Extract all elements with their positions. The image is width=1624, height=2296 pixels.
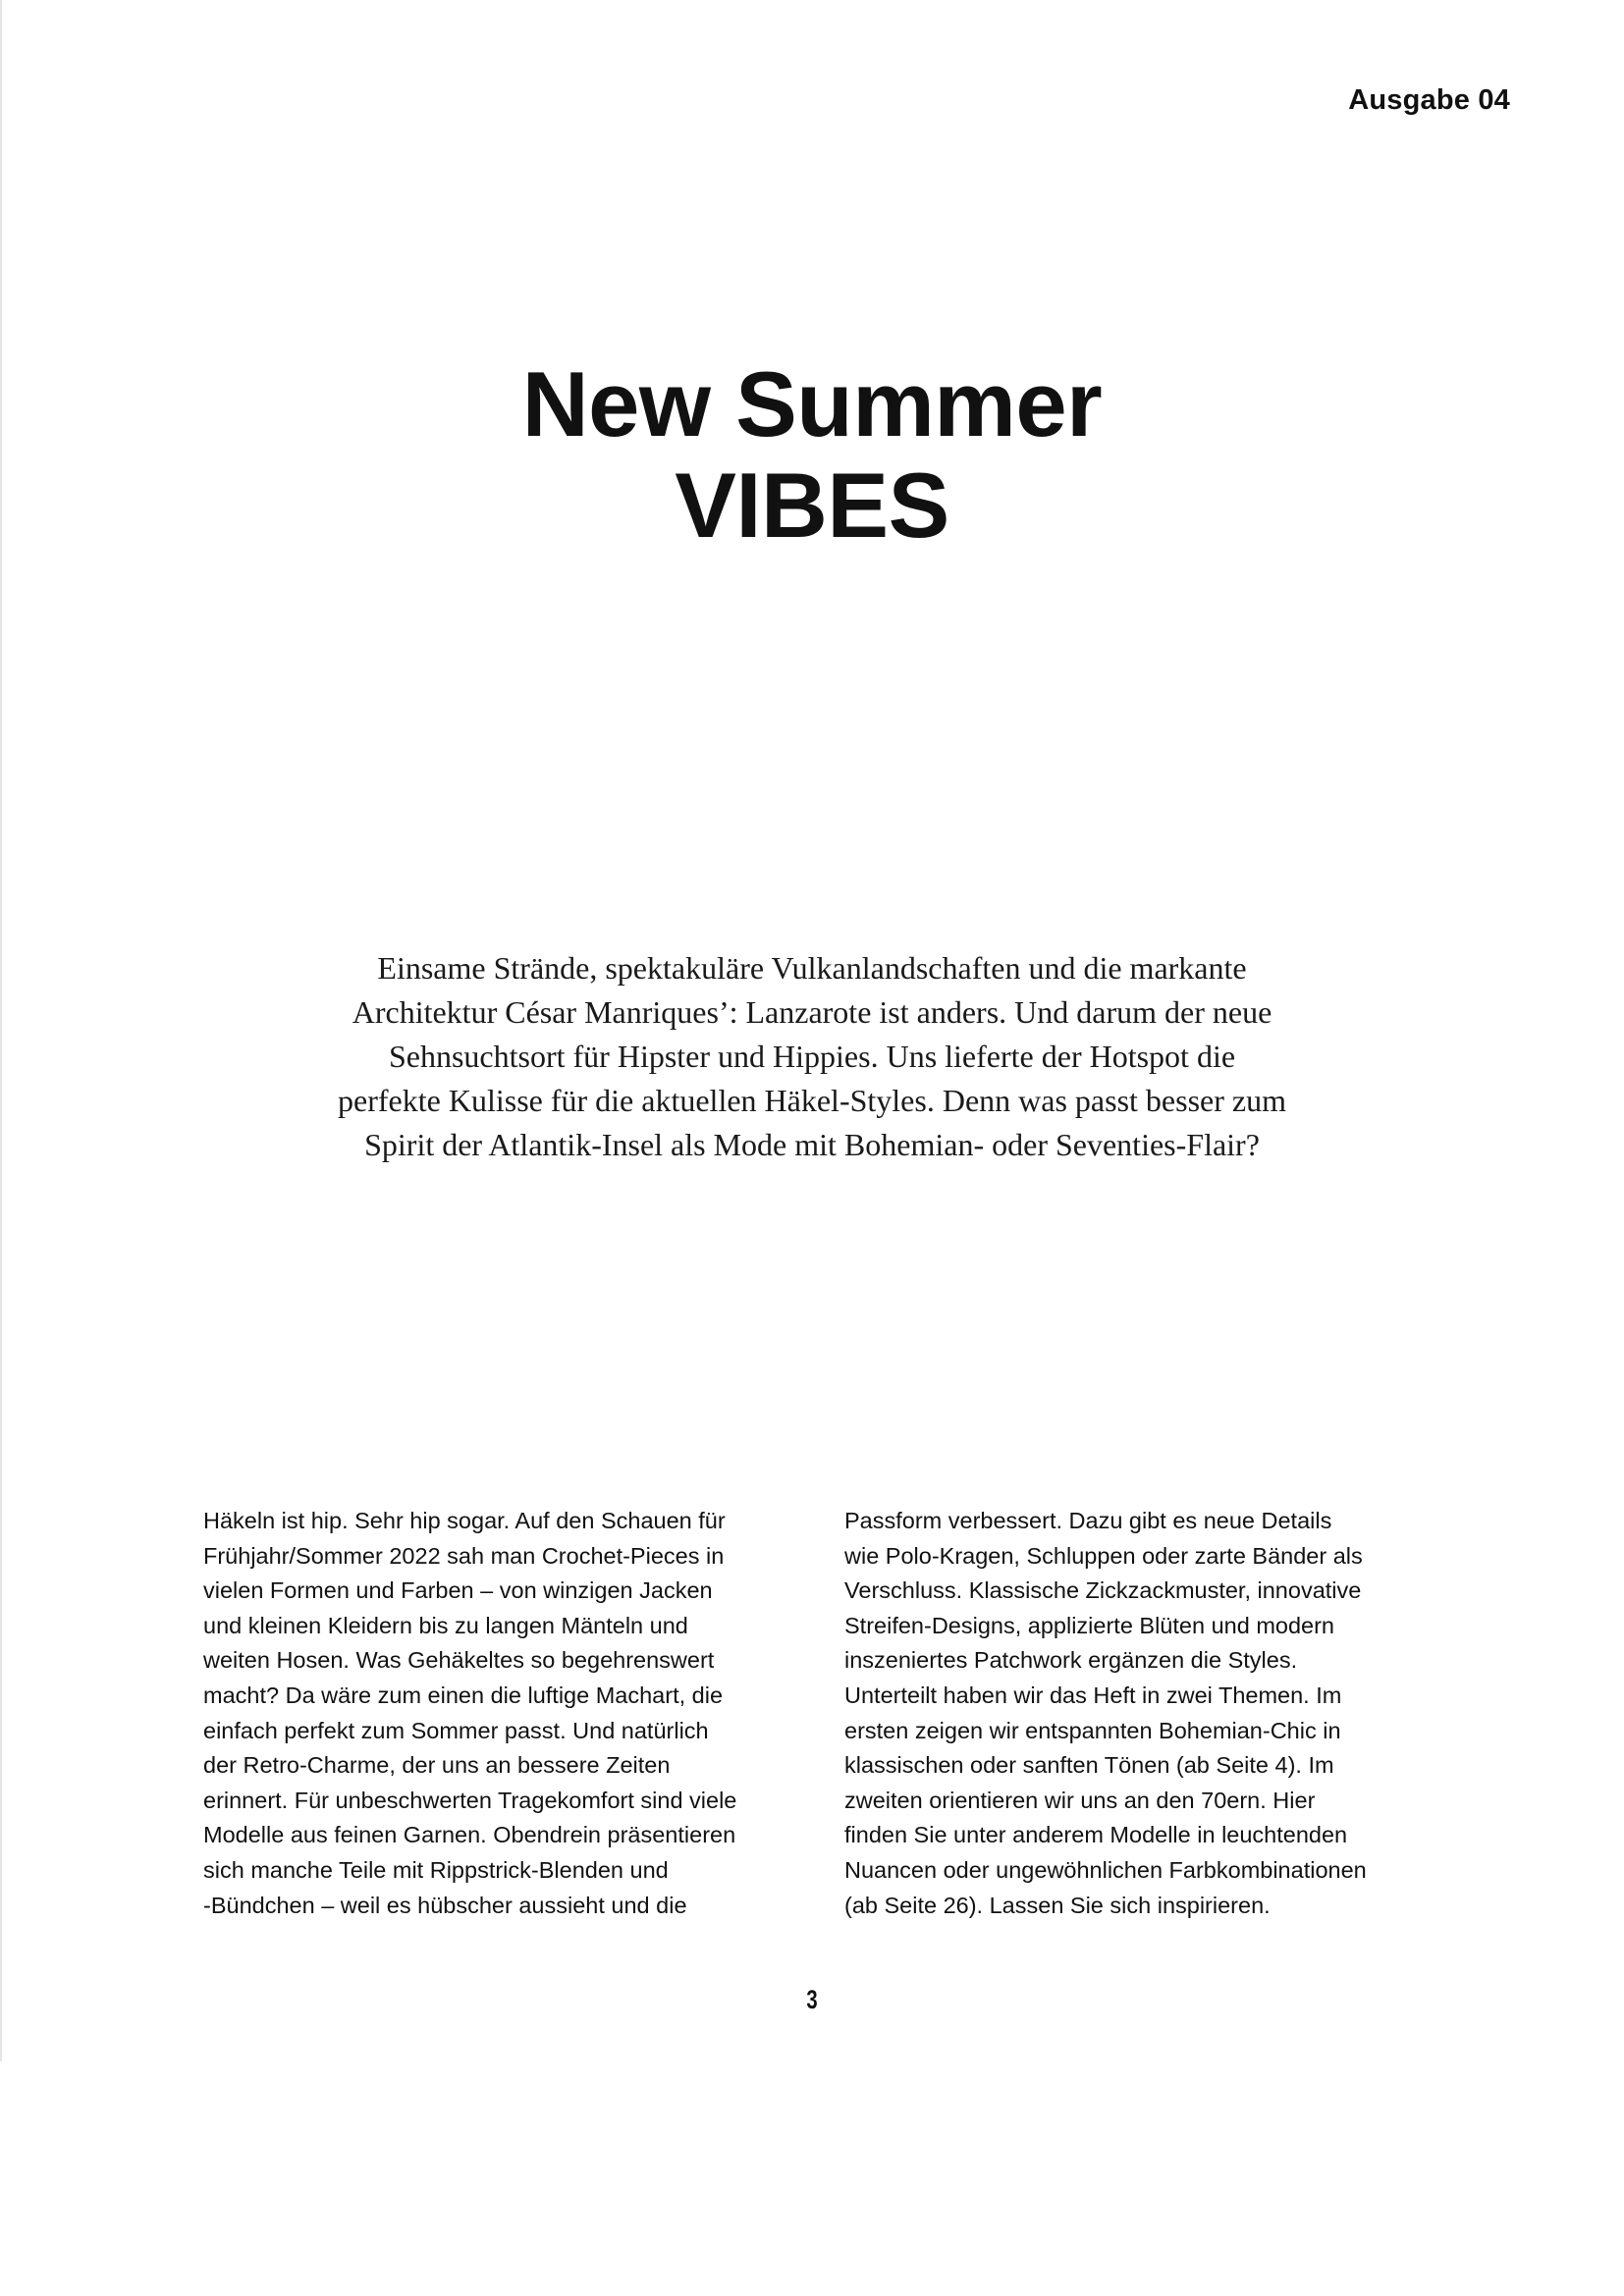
body-line: wie Polo-Kragen, Schluppen oder zarte Bänder als <box>844 1542 1363 1569</box>
body-line: erinnert. Für unbeschwerten Tragekomfort sind viele <box>203 1787 737 1813</box>
page-edge <box>0 0 2 2061</box>
body-line: (ab Seite 26). Lassen Sie sich inspirieren. <box>844 1892 1271 1918</box>
body-line: einfach perfekt zum Sommer passt. Und natürlich <box>203 1717 709 1743</box>
body-line: vielen Formen und Farben – von winzigen Jacken <box>203 1577 713 1604</box>
body-line: Streifen-Designs, applizierte Blüten und modern <box>844 1612 1334 1638</box>
body-line: macht? Da wäre zum einen die luftige Machart, die <box>203 1682 724 1708</box>
intro-line: Einsame Strände, spektakuläre Vulkanlandschaften und die markante <box>377 950 1247 986</box>
body-line: und kleinen Kleidern bis zu langen Mänteln und <box>203 1612 688 1638</box>
headline <box>0 353 1624 556</box>
intro-line: Architektur César Manriques’: Lanzarote ist anders. Und darum der neue <box>352 994 1272 1030</box>
body-column-left <box>203 1504 812 1923</box>
body-line: -Bündchen – weil es hübscher aussieht und die <box>203 1892 687 1918</box>
body-line: der Retro-Charme, der uns an bessere Zeiten <box>203 1752 671 1779</box>
body-line: Nuancen oder ungewöhnlichen Farbkombinationen <box>844 1856 1367 1883</box>
body-line: Verschluss. Klassische Zickzackmuster, innovative <box>844 1577 1362 1604</box>
body-line: inszeniertes Patchwork ergänzen die Styles. <box>844 1647 1298 1674</box>
body-line: Frühjahr/Sommer 2022 sah man Crochet-Pieces in <box>203 1542 725 1569</box>
headline-line-1: New Summer <box>521 352 1103 455</box>
body-line: Modelle aus feinen Garnen. Obendrein präsentieren <box>203 1822 736 1848</box>
issue-label: Ausgabe 04 <box>1348 84 1510 116</box>
body-line: finden Sie unter anderem Modelle in leuchtenden <box>844 1822 1348 1848</box>
body-line: Unterteilt haben wir das Heft in zwei Themen. Im <box>844 1682 1342 1708</box>
body-line: ersten zeigen wir entspannten Bohemian-Chic in <box>844 1717 1341 1743</box>
intro-line: perfekte Kulisse für die aktuellen Häkel-Styles. Denn was passt besser zum <box>338 1083 1286 1118</box>
body-line: Häkeln ist hip. Sehr hip sogar. Auf den Schauen für <box>203 1508 726 1533</box>
headline-line-2: VIBES <box>675 454 949 557</box>
body-line: zweiten orientieren wir uns an den 70ern. Hier <box>844 1787 1316 1813</box>
intro-line: Sehnsuchtsort für Hipster und Hippies. Uns lieferte der Hotspot die <box>388 1039 1236 1074</box>
page-number: 3 <box>806 1985 818 2014</box>
body-line: Passform verbessert. Dazu gibt es neue Details <box>844 1508 1332 1533</box>
body-line: weiten Hosen. Was Gehäkeltes so begehrenswert <box>203 1647 715 1674</box>
intro-line: Spirit der Atlantik-Insel als Mode mit Bohemian- oder Seventies-Flair? <box>364 1127 1260 1162</box>
intro-paragraph <box>223 946 1401 1167</box>
body-column-right <box>844 1504 1453 1923</box>
body-line: sich manche Teile mit Rippstrick-Blenden und <box>203 1856 669 1883</box>
body-line: klassischen oder sanften Tönen (ab Seite 4). Im <box>844 1752 1334 1779</box>
